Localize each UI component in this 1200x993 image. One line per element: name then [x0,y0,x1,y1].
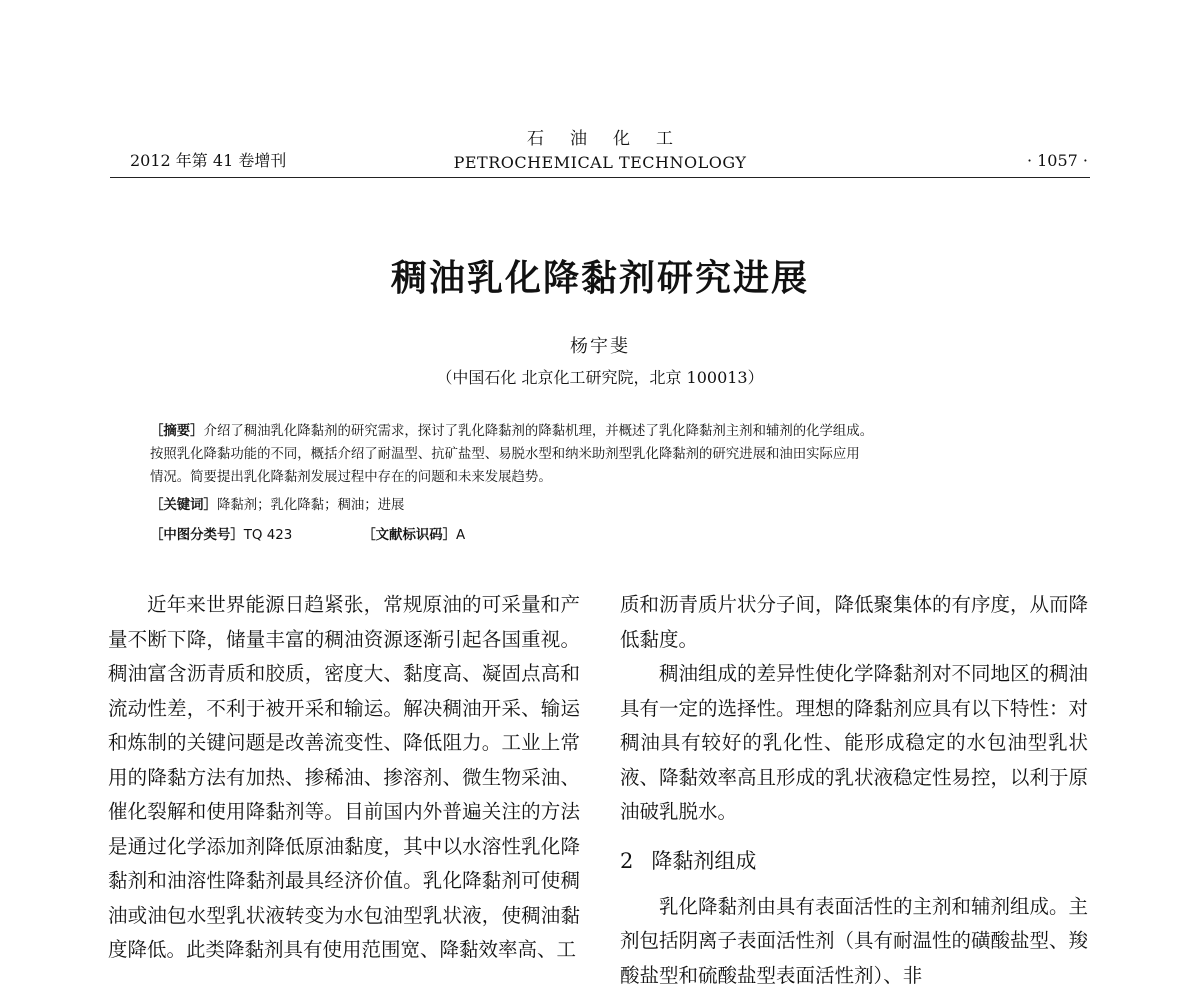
doc-code-label: ［文献标识码］ [362,528,456,543]
body-paragraph: 质和沥青质片状分子间，降低聚集体的有序度，从而降低黏度。 [620,588,1088,657]
body-paragraph: 近年来世界能源日趋紧张，常规原油的可采量和产量不断下降，储量丰富的稠油资源逐渐引起各国重视。稠油富含沥青质和胶质，密度大、黏度高、凝固点高和流动性差，不利于被开采和输运。解决稠油开采、输运和炼制的关键问题是改善流变性、降低阻力。工业上常用的降黏方法有加热、掺稀油、掺溶剂、微生物采油、催化裂解和使用降黏剂等。目前国内外普遍关注的方法是通过化学添加剂降低原油黏度，其中以水溶性乳化降黏剂和油溶性降黏剂最具经济价值。乳化降黏剂可使稠油或油包水型乳状液转变为水包油型乳状液，使稠油黏度降低。此类降黏剂具有使用范围宽、降黏效率高、工 [108,588,580,968]
abstract [150,420,1050,489]
header-rule [110,177,1090,178]
section-heading [620,844,1088,878]
clc-value: TQ 423 [244,528,293,543]
keywords [150,494,1050,517]
author: 杨宇斐 [0,332,1200,358]
abstract-line: 情况。简要提出乳化降黏剂发展过程中存在的问题和未来发展趋势。 [150,466,1050,489]
page-number: · 1057 · [1027,151,1088,170]
affiliation: （中国石化 北京化工研究院，北京 100013） [0,365,1200,388]
classification [150,524,1050,547]
article-title: 稠油乳化降黏剂研究进展 [0,250,1200,301]
running-header-issue: 2012 年第 41 卷增刊 [130,148,286,171]
right-column [620,588,1088,993]
keywords-label: ［关键词］ [150,498,217,513]
body-paragraph: 乳化降黏剂由具有表面活性的主剂和辅剂组成。主剂包括阴离子表面活性剂（具有耐温性的磺酸盐型、羧酸盐型和硫酸盐型表面活性剂）、非 [620,890,1088,993]
left-column [108,588,580,968]
journal-name-english: PETROCHEMICAL TECHNOLOGY [0,153,1200,172]
journal-name-chinese: 石油化工 [0,124,1200,149]
abstract-label: ［摘要］ [150,424,204,439]
keywords-text: 降黏剂；乳化降黏；稠油；进展 [217,498,404,513]
section-number: 2 [620,849,633,873]
doc-code-value: A [456,528,465,543]
section-title: 降黏剂组成 [651,849,756,873]
body-paragraph: 稠油组成的差异性使化学降黏剂对不同地区的稠油具有一定的选择性。理想的降黏剂应具有以下特性：对稠油具有较好的乳化性、能形成稳定的水包油型乳状液、降黏效率高且形成的乳状液稳定性易控，以利于原油破乳脱水。 [620,657,1088,830]
abstract-line: 按照乳化降黏功能的不同，概括介绍了耐温型、抗矿盐型、易脱水型和纳米助剂型乳化降黏剂的研究进展和油田实际应用 [150,443,1050,466]
clc-label: ［中图分类号］ [150,528,244,543]
abstract-line: 介绍了稠油乳化降黏剂的研究需求，探讨了乳化降黏剂的降黏机理，并概述了乳化降黏剂主剂和辅剂的化学组成。 [204,424,874,439]
